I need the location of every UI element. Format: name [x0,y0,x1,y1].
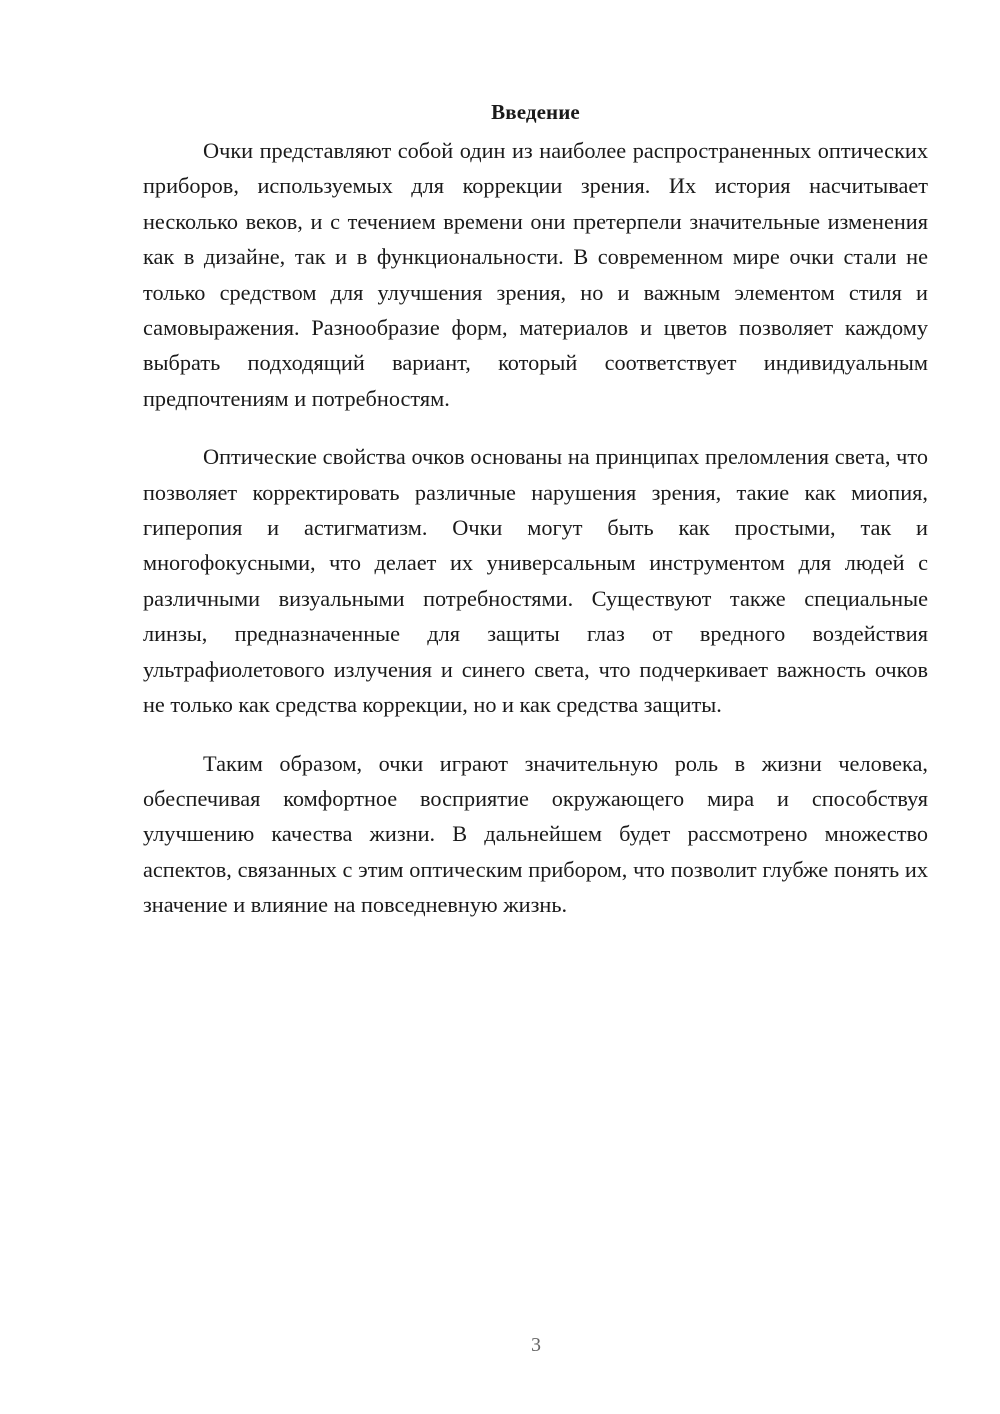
section-title: Введение [491,100,580,124]
paragraph-2: Оптические свойства очков основаны на принципах преломления света, что позволяет корректировать различные нарушения зрения, такие как миопия, гиперопия и астигматизм. Очки могут быть как простыми, так и многофокусными, что делает их универсальным инструментом для людей с различными визуальными потребностями. Существуют также специальные линзы, предназначенные для защиты глаз от вредного воздействия ультрафиолетового излучения и синего света, что подчеркивает важность очков не только как средства коррекции, но и как средства защиты. [143,444,928,718]
document-page [143,94,928,923]
paragraph-1: Очки представляют собой один из наиболее распространенных оптических приборов, используемых для коррекции зрения. Их история насчитывает несколько веков, и с течением времени они претерпели значительные изменения как в дизайне, так и в функциональности. В современном мире очки стали не только средством для улучшения зрения, но и важным элементом стиля и самовыражения. Разнообразие форм, материалов и цветов позволяет каждому выбрать подходящий вариант, который соответствует индивидуальным предпочтениям и потребностям. [143,138,928,411]
paragraph-3: Таким образом, очки играют значительную роль в жизни человека, обеспечивая комфортное восприятие окружающего мира и способствуя улучшению качества жизни. В дальнейшем будет рассмотрено множество аспектов, связанных с этим оптическим прибором, что позволит глубже понять их значение и влияние на повседневную жизнь. [143,750,928,918]
page-number: 3 [531,1334,541,1356]
